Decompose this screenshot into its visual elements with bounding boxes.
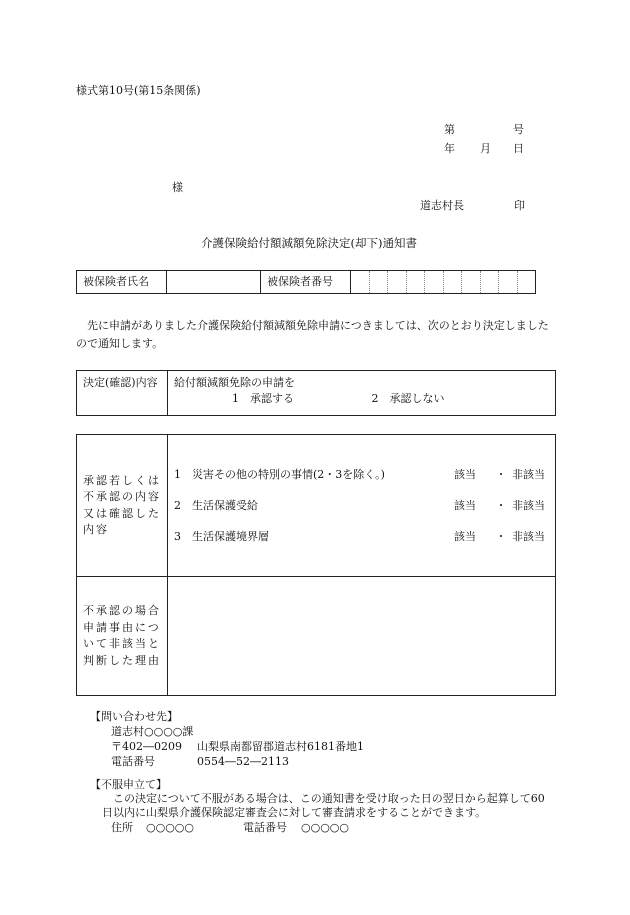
insured-number-field[interactable] bbox=[351, 271, 536, 294]
form-label: 様式第10号(第15条関係) bbox=[76, 84, 201, 97]
doc-number-go: 号 bbox=[513, 123, 524, 136]
insured-table bbox=[76, 270, 536, 294]
rejection-reason-label: 不承認の場合申請事由について非該当と判断した理由 bbox=[77, 577, 168, 696]
appeal-address-value: ○○○○○ bbox=[146, 821, 194, 834]
approval-item-applicable[interactable]: 該当 bbox=[454, 529, 476, 543]
doc-title: 介護保険給付額減額免除決定(却下)通知書 bbox=[201, 236, 417, 250]
approval-item-not-applicable[interactable]: 非該当 bbox=[512, 498, 545, 512]
approval-item-separator: ・ bbox=[495, 529, 507, 543]
number-digit-cell bbox=[369, 271, 388, 293]
doc-number-dai: 第 bbox=[444, 123, 455, 136]
contact-dept: 道志村○○○○課 bbox=[111, 725, 194, 738]
intro-text: 先に申請がありました介護保険給付額減額免除申請につきましては、次のとおり決定しましたので通知します。 bbox=[76, 319, 549, 350]
number-digit-cell bbox=[424, 271, 443, 293]
approval-item bbox=[174, 521, 549, 552]
contact-heading: 【問い合わせ先】 bbox=[90, 710, 178, 723]
contact-phone-label: 電話番号 bbox=[111, 755, 155, 768]
approval-item-text: 生活保護受給 bbox=[192, 498, 258, 512]
option-approve[interactable]: 1 承認する bbox=[232, 391, 294, 405]
number-digit-cell bbox=[480, 271, 499, 293]
contact-address: 山梨県南都留郡道志村6181番地1 bbox=[197, 740, 364, 753]
insured-number-label: 被保険者番号 bbox=[260, 271, 350, 294]
approval-table bbox=[76, 434, 556, 696]
appeal-phone-value: ○○○○○ bbox=[301, 821, 349, 834]
approval-item-number: 2 bbox=[174, 498, 181, 512]
decision-table bbox=[76, 370, 556, 416]
addressee-suffix: 様 bbox=[172, 181, 183, 194]
approval-item bbox=[174, 490, 549, 521]
appeal-text: この決定について不服がある場合は、この通知書を受け取った日の翌日から起算して60日以内に山梨県介護保険認定審査会に対して審査請求をすることができます。 bbox=[102, 792, 545, 820]
date-day: 日 bbox=[513, 142, 524, 155]
issuer-title: 道志村長 bbox=[420, 199, 464, 212]
date-year: 年 bbox=[444, 142, 455, 155]
approval-item-number: 3 bbox=[174, 529, 181, 543]
approval-item-text: 生活保護境界層 bbox=[192, 529, 269, 543]
appeal-heading: 【不服申立て】 bbox=[90, 778, 167, 791]
insured-name-label: 被保険者氏名 bbox=[77, 271, 167, 294]
approval-item-number: 1 bbox=[174, 467, 181, 481]
approval-label: 承認若しくは不承認の内容又は確認した内容 bbox=[77, 435, 168, 577]
decision-heading: 給付額減額免除の申請を bbox=[174, 376, 295, 389]
approval-item-applicable[interactable]: 該当 bbox=[454, 498, 476, 512]
approval-item-separator: ・ bbox=[495, 467, 507, 481]
number-digit-cell bbox=[351, 271, 369, 293]
approval-item-separator: ・ bbox=[495, 498, 507, 512]
approval-item-text: 災害その他の特別の事情(2・3を除く。) bbox=[192, 467, 385, 481]
approval-item-not-applicable[interactable]: 非該当 bbox=[512, 467, 545, 481]
insured-name-field[interactable] bbox=[167, 271, 261, 294]
approval-list bbox=[174, 459, 549, 552]
issuer-seal: 印 bbox=[514, 199, 525, 212]
approval-item-applicable[interactable]: 該当 bbox=[454, 467, 476, 481]
decision-label: 決定(確認)内容 bbox=[77, 371, 168, 416]
decision-content bbox=[168, 371, 556, 416]
number-digit-cell bbox=[443, 271, 462, 293]
number-digit-cell bbox=[498, 271, 517, 293]
option-reject[interactable]: 2 承認しない bbox=[371, 391, 445, 405]
number-digit-cell bbox=[406, 271, 425, 293]
number-digit-cell bbox=[517, 271, 536, 293]
insured-number-cells bbox=[351, 271, 535, 293]
approval-item-not-applicable[interactable]: 非該当 bbox=[512, 529, 545, 543]
date-month: 月 bbox=[480, 142, 491, 155]
number-digit-cell bbox=[461, 271, 480, 293]
contact-phone: 0554―52―2113 bbox=[197, 755, 289, 768]
approval-item bbox=[174, 459, 549, 490]
appeal-phone-label: 電話番号 bbox=[243, 821, 287, 834]
number-digit-cell bbox=[387, 271, 406, 293]
rejection-reason-field[interactable] bbox=[168, 577, 556, 696]
approval-items bbox=[168, 435, 556, 577]
contact-postal: 〒402―0209 bbox=[111, 740, 182, 753]
appeal-address-label: 住所 bbox=[111, 821, 133, 834]
